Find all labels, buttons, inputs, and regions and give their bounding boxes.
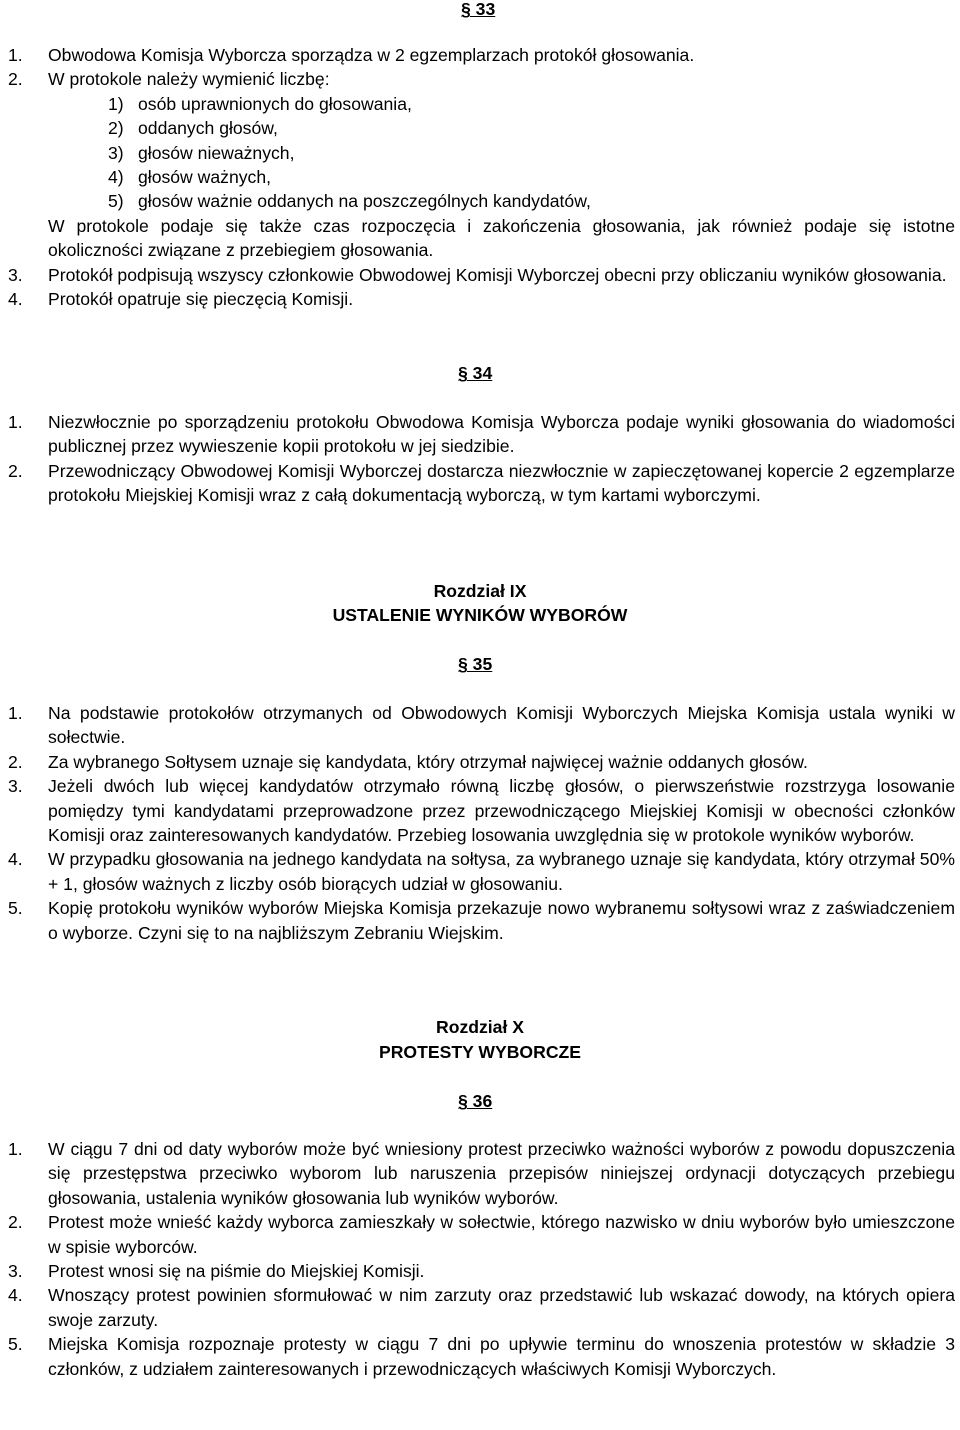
- item-text: Protokół opatruje się pieczęcią Komisji.: [48, 289, 354, 310]
- item-text: Za wybranego Sołtysem uznaje się kandydata, który otrzymał najwięcej ważnie oddanych głosów.: [48, 751, 808, 772]
- list-item: [8, 774, 955, 847]
- sub-text: głosów nieważnych,: [138, 142, 295, 163]
- sub-item: [8, 141, 955, 165]
- item-number: 3.: [8, 264, 23, 285]
- list-item: [8, 750, 955, 774]
- item-number: 1.: [8, 45, 23, 65]
- item-number: 3.: [8, 776, 23, 797]
- list-item: [8, 67, 955, 91]
- chapter-10-title: Rozdział X: [436, 1017, 524, 1037]
- item-text: W przypadku głosowania na jednego kandydata na sołtysa, za wybranego uznaje się kandydata, który otrzymał 50% + 1, głosów ważnych z liczby osób biorących udział w głosowaniu.: [48, 849, 955, 894]
- item-text: Wnoszący protest powinien sformułować w nim zarzuty oraz przedstawić lub wskazać dowody, na których opiera swoje zarzuty.: [48, 1285, 955, 1330]
- sub-number: 5): [108, 191, 124, 212]
- item-number: 2.: [8, 69, 23, 90]
- chapter-10-subtitle: PROTESTY WYBORCZE: [378, 1042, 582, 1062]
- sub-number: 3): [108, 142, 124, 163]
- list-item: [8, 896, 955, 945]
- list-item: [8, 847, 955, 896]
- item-text: Miejska Komisja rozpoznaje protesty w ciągu 7 dni po upływie terminu do wnoszenia protestów w składzie 3 członków, z udziałem zainteresowanych i przewodniczących właściwych Komisji Wyborczych.: [48, 1334, 955, 1379]
- item-number: 2.: [8, 460, 23, 481]
- item-number: 1.: [8, 703, 23, 723]
- item-text: Obwodowa Komisja Wyborcza sporządza w 2 egzemplarzach protokół głosowania.: [48, 45, 695, 65]
- item-text: Przewodniczący Obwodowej Komisji Wyborczej dostarcza niezwłocznie w zapieczętowanej kopercie 2 egzemplarze protokołu Miejskiej Komisji wraz z całą dokumentacją wyborczą, w tym kartami wyborczymi.: [48, 460, 955, 506]
- section-36-heading: § 36: [458, 1091, 493, 1111]
- section-35-body: [8, 701, 955, 945]
- item-text: W protokole należy wymienić liczbę:: [48, 69, 330, 90]
- item-text: Protest wnosi się na piśmie do Miejskiej Komisji.: [48, 1261, 425, 1282]
- list-item: [8, 459, 955, 508]
- list-item: [8, 410, 955, 459]
- list-item: [8, 1210, 955, 1259]
- item-text: Kopię protokołu wyników wyborów Miejska Komisja przekazuje nowo wybranemu sołtysowi wraz z zaświadczeniem o wyborze. Czyni się to na najbliższym Zebraniu Wiejskim.: [48, 898, 955, 943]
- sub-text: oddanych głosów,: [138, 118, 278, 139]
- item-number: 4.: [8, 849, 23, 870]
- item-number: 4.: [8, 1285, 23, 1306]
- list-item: [8, 1332, 955, 1381]
- sub-item: [8, 116, 955, 140]
- item-number: 4.: [8, 289, 23, 310]
- section-33-heading: § 33: [461, 0, 496, 19]
- sub-item: [8, 189, 955, 213]
- sub-text: głosów ważnych,: [138, 167, 271, 188]
- item-number: 3.: [8, 1261, 23, 1282]
- item-number: 1.: [8, 412, 23, 432]
- section-34-body: [8, 410, 955, 508]
- item-number: 2.: [8, 751, 23, 772]
- list-item: [8, 701, 955, 750]
- item-continuation: [8, 214, 955, 263]
- list-item: [8, 263, 955, 287]
- list-item: [8, 287, 955, 311]
- list-item: [8, 43, 955, 67]
- sub-text: głosów ważnie oddanych na poszczególnych kandydatów,: [138, 191, 591, 212]
- sub-number: 4): [108, 167, 124, 188]
- list-item: [8, 1137, 955, 1210]
- item-number: 5.: [8, 898, 23, 919]
- sub-number: 2): [108, 118, 124, 139]
- section-33-body: [8, 43, 955, 311]
- item-text: Niezwłocznie po sporządzeniu protokołu Obwodowa Komisja Wyborcza podaje wyniki głosowania do wiadomości publicznej przez wywieszenie kopii protokołu w jej siedzibie.: [48, 412, 955, 457]
- list-item: [8, 1259, 955, 1283]
- chapter-9-subtitle: USTALENIE WYNIKÓW WYBORÓW: [332, 605, 628, 625]
- item-number: 5.: [8, 1334, 23, 1355]
- item-number: 1.: [8, 1139, 23, 1159]
- section-36-body: [8, 1137, 955, 1381]
- section-35-heading: § 35: [458, 654, 493, 674]
- sub-text: osób uprawnionych do głosowania,: [138, 93, 412, 114]
- sub-number: 1): [108, 93, 124, 114]
- chapter-9-title: Rozdział IX: [433, 581, 527, 601]
- item-text: W protokole podaje się także czas rozpoczęcia i zakończenia głosowania, jak również podaje się istotne okoliczności związane z przebiegiem głosowania.: [48, 215, 955, 261]
- item-text: Na podstawie protokołów otrzymanych od Obwodowych Komisji Wyborczych Miejska Komisja ustala wyniki w sołectwie.: [48, 703, 955, 748]
- item-number: 2.: [8, 1212, 23, 1233]
- list-item: [8, 1283, 955, 1332]
- item-text: Protest może wnieść każdy wyborca zamieszkały w sołectwie, którego nazwisko w dniu wyborów było umieszczone w spisie wyborców.: [48, 1212, 955, 1257]
- item-text: Jeżeli dwóch lub więcej kandydatów otrzymało równą liczbę głosów, o pierwszeństwie rozstrzyga losowanie pomiędzy tymi kandydatami przeprowadzone przez przewodniczącego Miejskiej Komisji w obecności członków Komisji oraz zainteresowanych kandydatów. Przebieg losowania uwzględnia się w protokole wyników wyborów.: [48, 776, 955, 846]
- sub-item: [8, 92, 955, 116]
- item-text: W ciągu 7 dni od daty wyborów może być wniesiony protest przeciwko ważności wyborów z powodu dopuszczenia się przestępstwa przeciwko wyborom lub naruszenia przepisów niniejszej ordynacji dotyczących przebiegu głosowania, ustalenia wyników głosowania lub wyników wyborów.: [48, 1139, 955, 1208]
- sub-item: [8, 165, 955, 189]
- item-text: Protokół podpisują wszyscy członkowie Obwodowej Komisji Wyborczej obecni przy obliczaniu wyników głosowania.: [48, 264, 947, 285]
- section-34-heading: § 34: [458, 363, 493, 383]
